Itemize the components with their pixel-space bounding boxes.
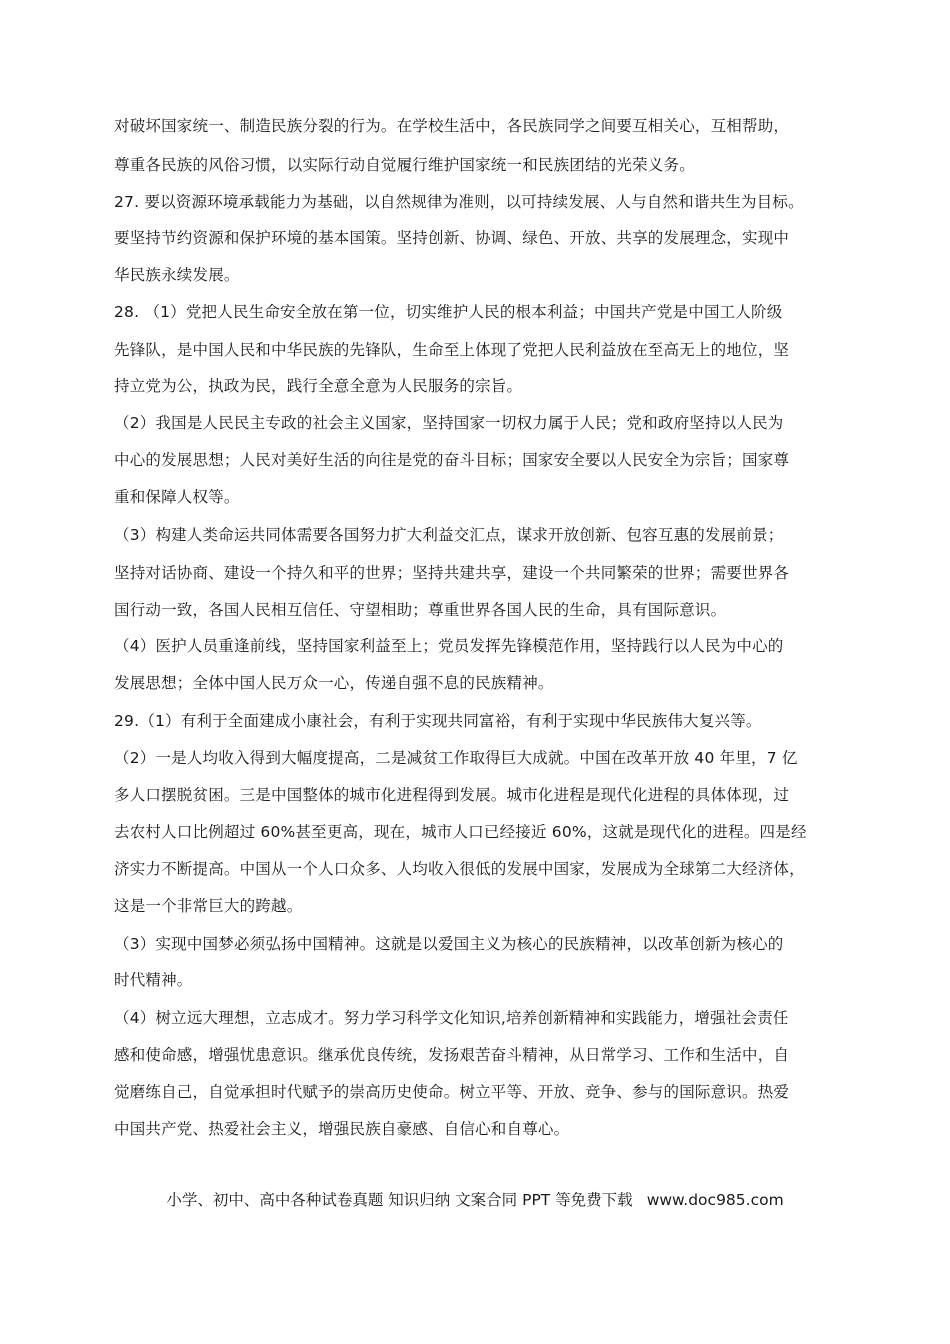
text-line: 中心的发展思想；人民对美好生活的向往是党的奋斗目标；国家安全要以人民安全为宗旨；国家尊 [114,451,790,469]
text-line: 时代精神。 [114,971,193,989]
text-line: 持立党为公，执政为民，践行全意全意为人民服务的宗旨。 [114,377,523,395]
text-line: 华民族永续发展。 [114,266,240,284]
text-line: 对破坏国家统一、制造民族分裂的行为。在学校生活中，各民族同学之间要互相关心，互相帮助， [114,117,790,135]
text-line: 坚持对话协商、建设一个持久和平的世界；坚持共建共享，建设一个共同繁荣的世界；需要世界各 [114,564,790,582]
text-line: 要坚持节约资源和保护环境的基本国策。坚持创新、协调、绿色、开放、共享的发展理念，实现中 [114,229,790,247]
text-line: 尊重各民族的风俗习惯，以实际行动自觉履行维护国家统一和民族团结的光荣义务。 [114,156,695,174]
text-line: 27. 要以资源环境承载能力为基础，以自然规律为准则，以可持续发展、人与自然和谐共生为目标。 [114,193,804,211]
text-line: 济实力不断提高。中国从一个人口众多、人均收入很低的发展中国家，发展成为全球第二大经济体， [114,860,805,878]
page-footer [0,1190,950,1210]
text-line: 28. （1）党把人民生命安全放在第一位，切实维护人民的根本利益；中国共产党是中国工人阶级 [114,303,783,321]
text-line: 感和使命感，增强忧患意识。继承优良传统，发扬艰苦奋斗精神，从日常学习、工作和生活中，自 [114,1046,790,1064]
footer-text: 小学、初中、高中各种试卷真题 知识归纳 文案合同 PPT 等免费下载 [166,1191,633,1209]
text-line: 国行动一致，各国人民相互信任、守望相助；尊重世界各国人民的生命，具有国际意识。 [114,601,727,619]
text-line: （3）实现中国梦必须弘扬中国精神。这就是以爱国主义为核心的民族精神，以改革创新为核心的 [114,935,784,953]
text-line: 觉磨练自己，自觉承担时代赋予的崇高历史使命。树立平等、开放、竞争、参与的国际意识。热爱 [114,1083,790,1101]
text-line: （3）构建人类命运共同体需要各国努力扩大利益交汇点，谋求开放创新、包容互惠的发展前景； [114,526,784,544]
text-line: 中国共产党、热爱社会主义，增强民族自豪感、自信心和自尊心。 [114,1120,570,1138]
text-line: （2）一是人均收入得到大幅度提高，二是减贫工作取得巨大成就。中国在改革开放 40 年里，7 亿 [114,749,798,767]
text-line: 发展思想；全体中国人民万众一心，传递自强不息的民族精神。 [114,674,554,692]
footer-site-link[interactable]: www.doc985.com [646,1191,784,1209]
text-line: 先锋队，是中国人民和中华民族的先锋队，生命至上体现了党把人民利益放在至高无上的地位，坚 [114,341,790,359]
text-line: 这是一个非常巨大的跨越。 [114,897,303,915]
text-line: 去农村人口比例超过 60%甚至更高，现在，城市人口已经接近 60%，这就是现代化的进程。四是经 [114,823,807,841]
text-line: 重和保障人权等。 [114,488,240,506]
text-line: （2）我国是人民民主专政的社会主义国家，坚持国家一切权力属于人民；党和政府坚持以人民为 [114,414,784,432]
text-line: 29.（1）有利于全面建成小康社会，有利于实现共同富裕，有利于实现中华民族伟大复兴等。 [114,712,762,730]
text-line: （4）树立远大理想，立志成才。努力学习科学文化知识,培养创新精神和实践能力，增强社会责任 [114,1009,789,1027]
text-line: 多人口摆脱贫困。三是中国整体的城市化进程得到发展。城市化进程是现代化进程的具体体现，过 [114,786,790,804]
text-line: （4）医护人员重逢前线，坚持国家利益至上；党员发挥先锋模范作用，坚持践行以人民为中心的 [114,637,784,655]
